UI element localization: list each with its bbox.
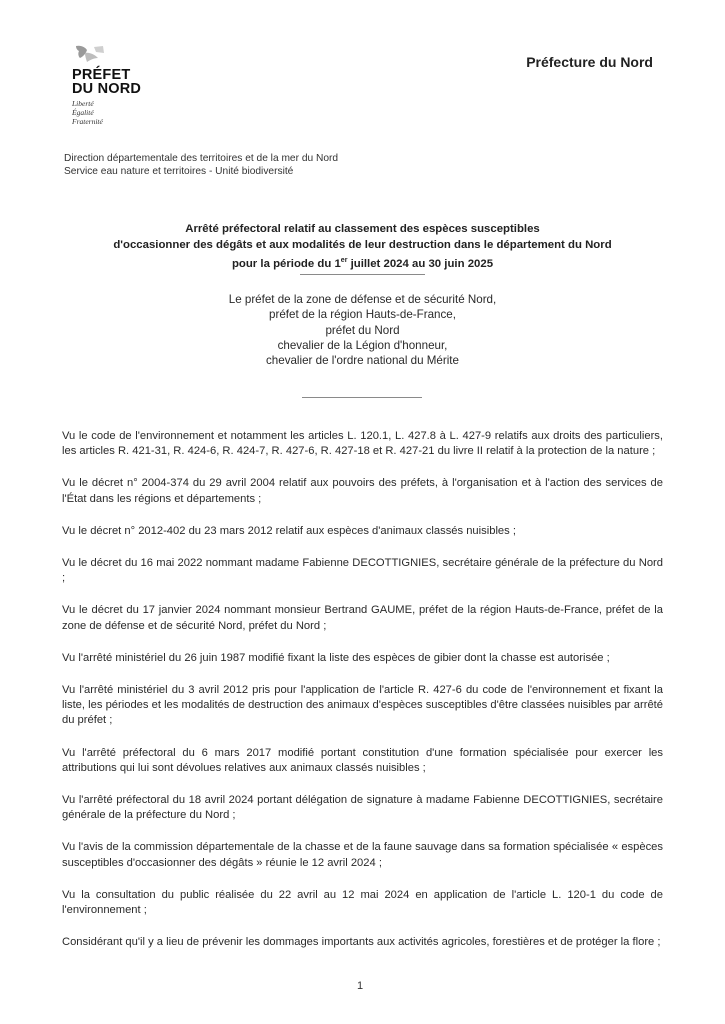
motto-liberte: Liberté	[72, 99, 94, 108]
visa-paragraph: Vu l'arrêté préfectoral du 18 avril 2024 portant délégation de signature à madame Fabienne DECOTTIGNIES, secrétaire générale de la préfecture du Nord ;	[62, 794, 663, 822]
visa-paragraph: Vu la consultation du public réalisée du 22 avril au 12 mai 2024 en application de l'article L. 120-1 du code de l'environnement ;	[62, 888, 663, 917]
prefet-title-line: préfet de la région Hauts-de-France,	[269, 308, 456, 322]
motto	[72, 99, 192, 126]
title-line-3-sup: er	[340, 257, 348, 264]
prefet-title-line: Le préfet de la zone de défense et de sécurité Nord,	[228, 293, 497, 306]
document-title	[60, 221, 665, 272]
prefecture-heading: Préfecture du Nord	[526, 54, 653, 70]
separator-rule	[302, 397, 422, 398]
prefet-title-line: chevalier de l'ordre national du Mérite	[266, 354, 459, 368]
motto-fraternite: Fraternité	[72, 117, 103, 126]
visa-paragraph: Vu le code de l'environnement et notamment les articles L. 120.1, L. 427.8 à L. 427-9 relatifs aux droits des particuliers, les articles R. 421-31, R. 424-6, R. 424-7, R. 427-6, R. 427-18 et R. 427-21 du livre II relatif à la protection de la nature ;	[62, 430, 663, 458]
page-number: 1	[356, 980, 364, 992]
prefet-titles	[150, 292, 575, 368]
visa-paragraph: Vu l'arrêté préfectoral du 6 mars 2017 modifié portant constitution d'une formation spécialisée pour exercer les attributions qui lui sont dévolues relatives aux animaux classés nuisibles ;	[62, 746, 663, 774]
prefet-title-line: chevalier de la Légion d'honneur,	[277, 338, 448, 352]
visa-paragraph: Vu le décret du 17 janvier 2024 nommant monsieur Bertrand GAUME, préfet de la région Hauts-de-France, préfet de la zone de défense et de sécurité Nord, préfet du Nord ;	[62, 604, 663, 632]
title-line-3	[60, 253, 665, 272]
logo-title-line1: PRÉFET	[72, 67, 131, 83]
title-line-3-start: pour la période du 1	[231, 257, 341, 270]
marianne-icon	[72, 44, 106, 64]
visa-paragraph: Vu le décret du 16 mai 2022 nommant madame Fabienne DECOTTIGNIES, secrétaire générale de la préfecture du Nord ;	[62, 557, 663, 585]
separator-rule	[300, 274, 425, 275]
title-line-3-end: juillet 2024 au 30 juin 2025	[347, 257, 494, 270]
logo-title-line2: DU NORD	[72, 81, 142, 97]
considerant-paragraph: Considérant qu'il y a lieu de prévenir les dommages importants aux activités agricoles, forestières et de protéger la flore ;	[62, 936, 661, 949]
title-line-2: d'occasionner des dégâts et aux modalités de leur destruction dans le département du Nord	[113, 239, 612, 251]
title-line-1: Arrêté préfectoral relatif au classement des espèces susceptibles	[185, 223, 540, 235]
prefet-logo	[72, 44, 192, 126]
visa-paragraph: Vu l'avis de la commission départementale de la chasse et de la faune sauvage dans sa formation spécialisée « espèces susceptibles d'occasionner des dégâts » réunie le 12 avril 2024 ;	[62, 841, 663, 869]
service-line: Service eau nature et territoires - Unité biodiversité	[64, 166, 294, 177]
visa-paragraph: Vu l'arrêté ministériel du 26 juin 1987 modifié fixant la liste des espèces de gibier dont la chasse est autorisée ;	[62, 651, 610, 664]
visa-paragraph: Vu le décret n° 2004-374 du 29 avril 2004 relatif aux pouvoirs des préfets, à l'organisation et à l'action des services de l'État dans les régions et départements ;	[62, 477, 663, 505]
motto-egalite: Égalité	[72, 108, 94, 117]
service-block	[64, 152, 664, 178]
visa-paragraph: Vu l'arrêté ministériel du 3 avril 2012 pris pour l'application de l'article R. 427-6 du code de l'environnement et fixant la liste, les périodes et les modalités de destruction des animaux d'espèces susceptibles d'être classées nuisibles par arrêté du préfet ;	[62, 684, 663, 727]
visa-paragraph: Vu le décret n° 2012-402 du 23 mars 2012 relatif aux espèces d'animaux classés nuisibles ;	[62, 524, 516, 537]
prefet-title-line: préfet du Nord	[325, 323, 400, 337]
direction-line: Direction départementale des territoires et de la mer du Nord	[64, 153, 339, 164]
visa-list	[62, 429, 663, 967]
